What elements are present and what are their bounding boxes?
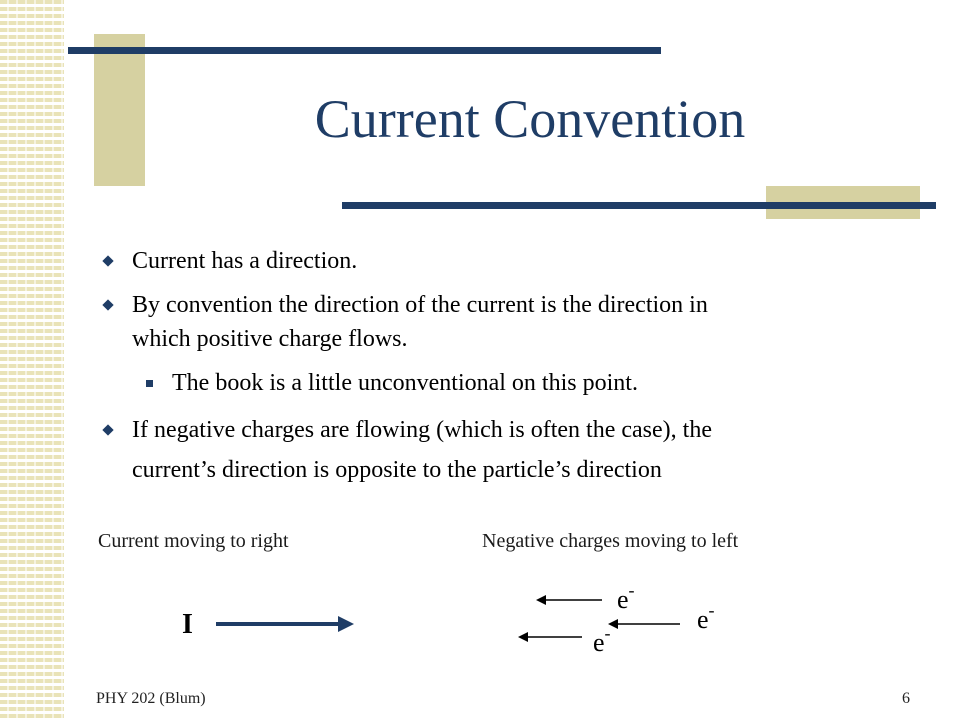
diamond-bullet-icon: [102, 424, 113, 435]
bullet-item: [100, 288, 920, 356]
slide-number: 6: [902, 690, 910, 707]
bullet-list: [100, 244, 920, 500]
left-stripe-border: [0, 0, 66, 720]
electron-arrow-left-icon: [534, 591, 604, 609]
bullet-item: [100, 244, 920, 278]
caption-current-right: Current moving to right: [98, 530, 289, 552]
decor-block-top-left: [94, 34, 145, 186]
bullet-text-line: which positive charge flows.: [132, 326, 408, 352]
electron-arrow-left-icon: [516, 628, 584, 646]
decor-line-bottom: [342, 202, 936, 209]
bullet-text: Current has a direction.: [132, 248, 358, 274]
diamond-bullet-icon: [102, 255, 113, 266]
electron-arrow-left-icon: [606, 615, 682, 633]
bullet-text-line: current’s direction is opposite to the particle’s direction: [132, 457, 662, 483]
footer-course: PHY 202 (Blum): [96, 690, 206, 707]
caption-negative-left: Negative charges moving to left: [482, 530, 739, 552]
diamond-bullet-icon: [102, 299, 113, 310]
sub-bullet-item: [100, 366, 920, 400]
bullet-text-line: By convention the direction of the current is the direction in: [132, 292, 708, 318]
current-symbol: I: [182, 609, 193, 640]
electron-label: e-: [617, 580, 635, 614]
slide-title: Current Convention: [314, 89, 746, 149]
current-arrow-right-icon: [214, 614, 356, 634]
decor-line-top: [68, 47, 661, 54]
square-bullet-icon: [146, 380, 153, 387]
electron-label: e-: [593, 623, 611, 657]
bullet-item: [100, 410, 920, 490]
sub-bullet-text: The book is a little unconventional on this point.: [172, 370, 638, 396]
bullet-text-line: If negative charges are flowing (which is often the case), the: [132, 417, 712, 443]
electron-label: e-: [697, 600, 715, 634]
